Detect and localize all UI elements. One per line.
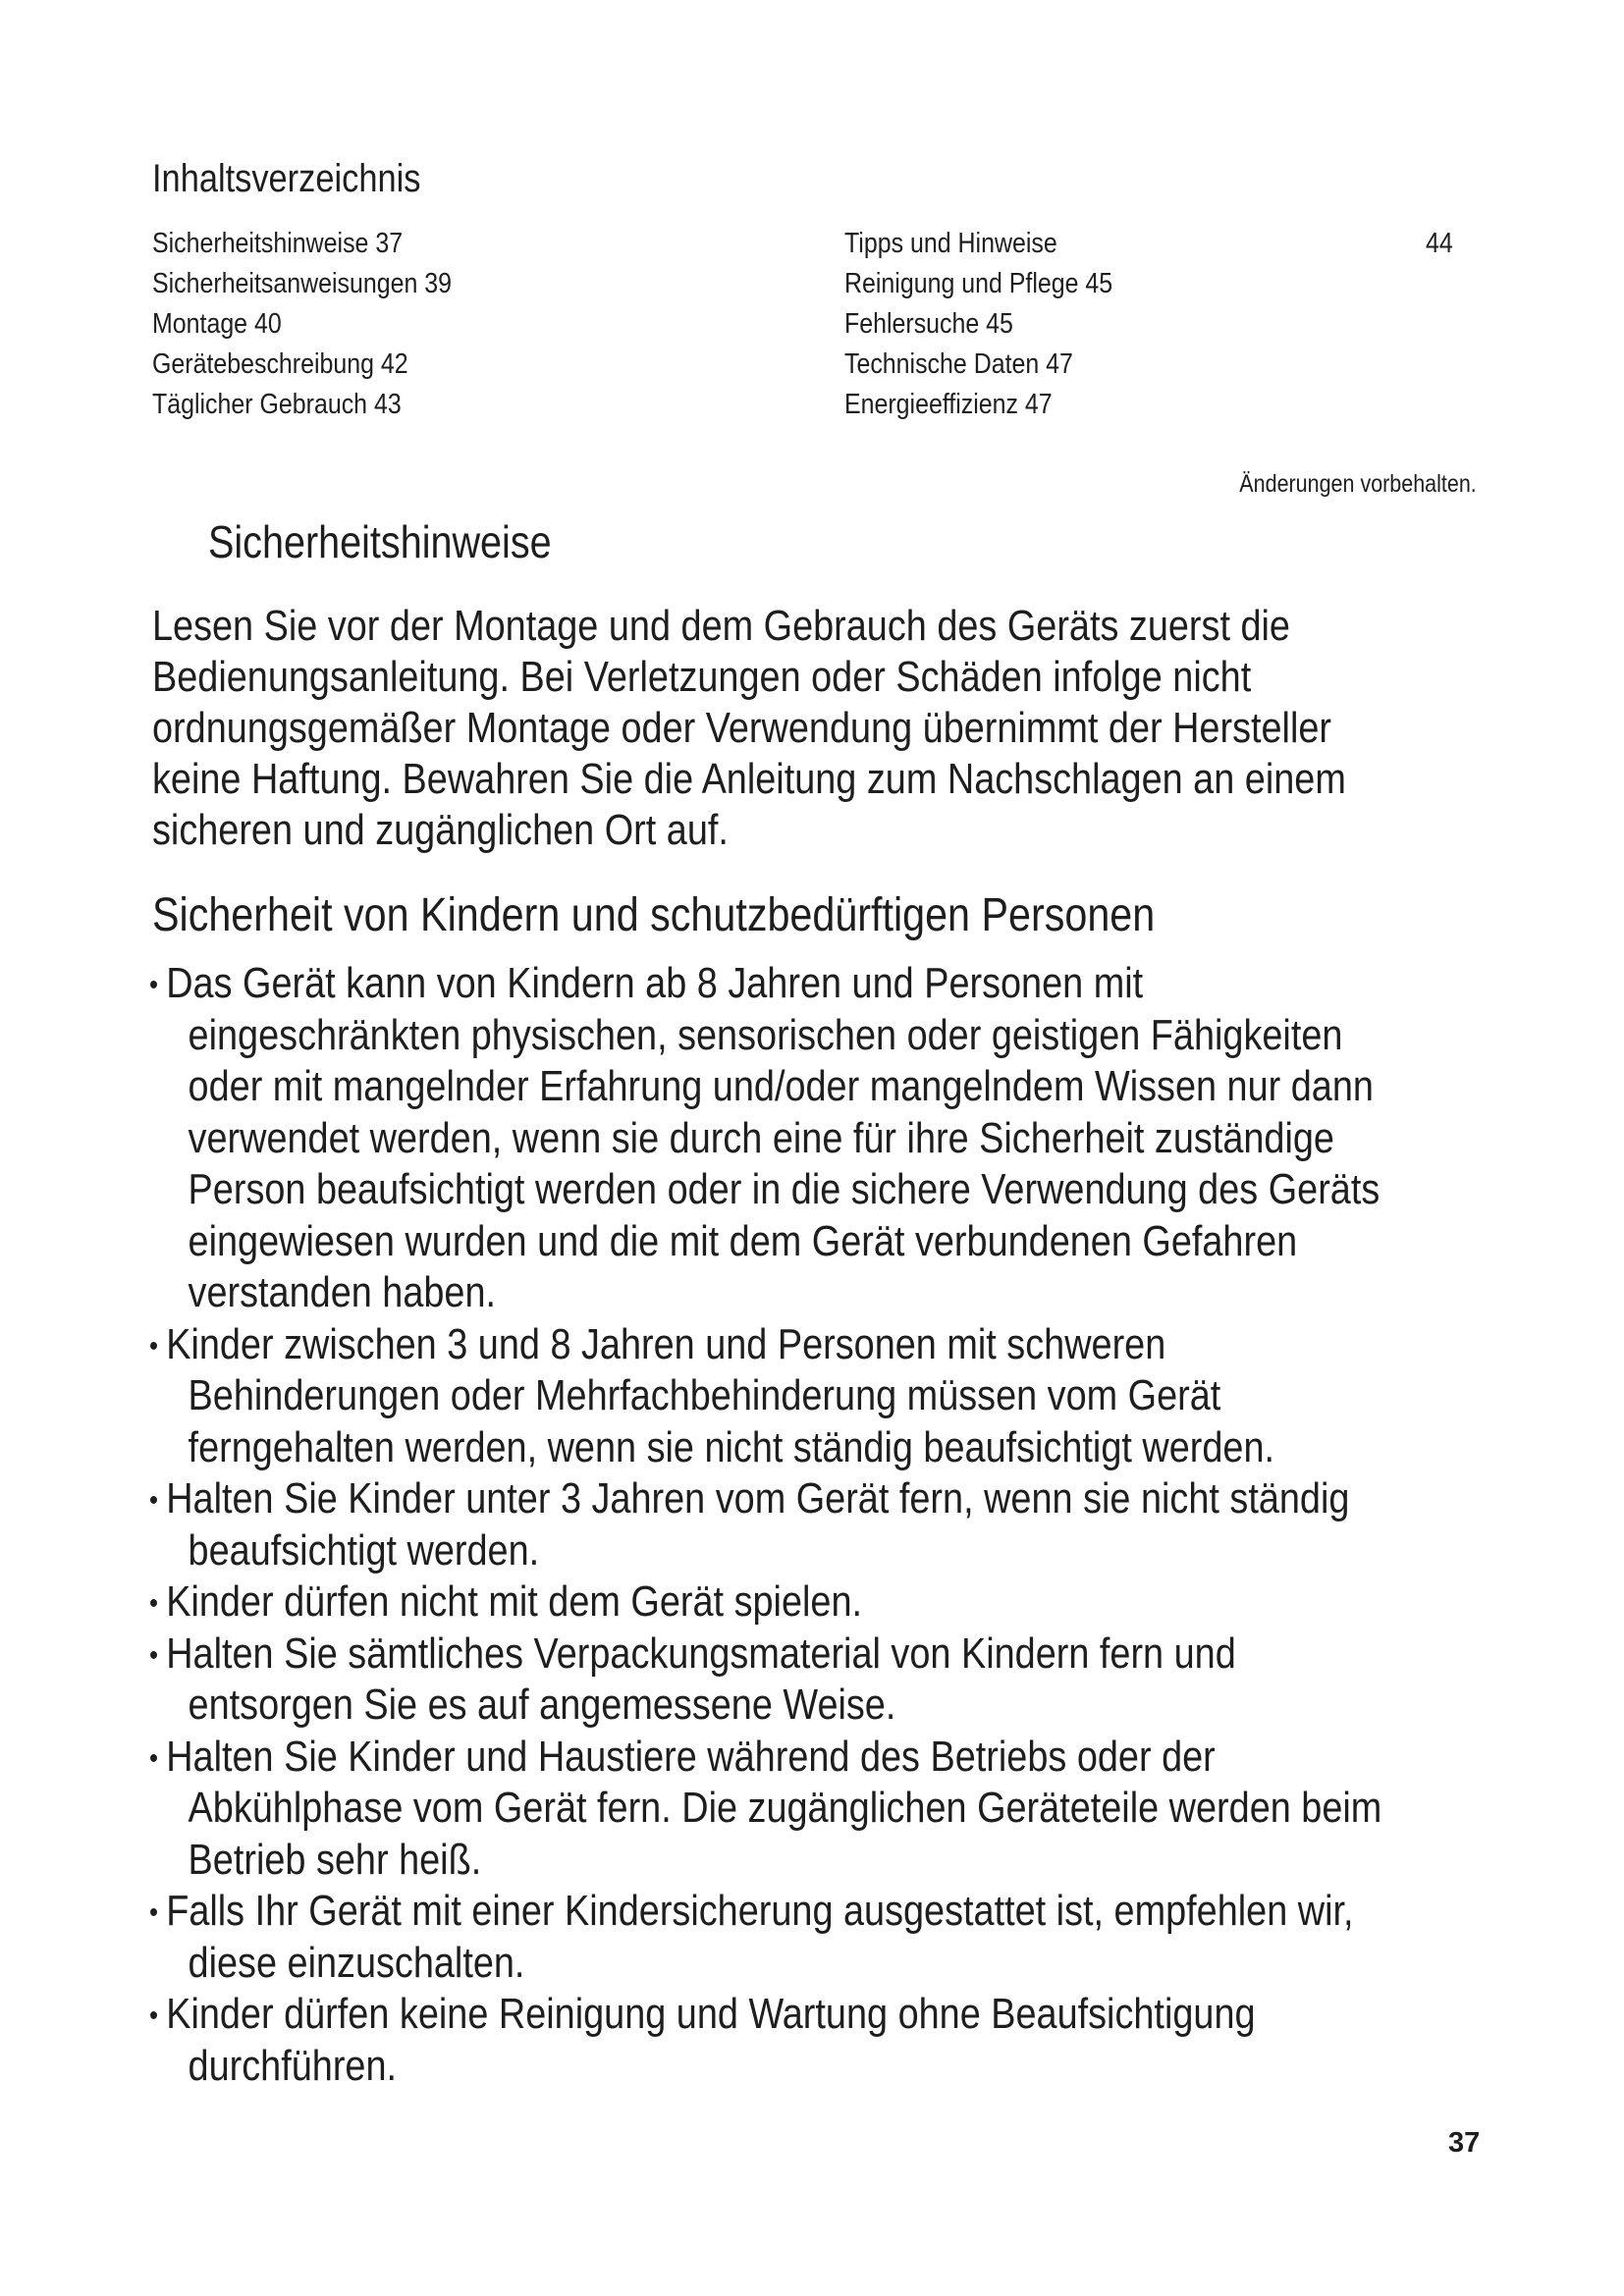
- subsection-title: Sicherheit von Kindern und schutzbedürftigen Personen: [152, 889, 1156, 941]
- bullet-item: [149, 958, 1381, 1319]
- bullet-dot: •: [149, 1587, 159, 1620]
- changes-note: Änderungen vorbehalten.: [1239, 470, 1477, 498]
- page-number: 37: [1448, 2127, 1481, 2159]
- toc-entry: Technische Daten 47: [844, 348, 1073, 380]
- bullet-text: Behinderungen oder Mehrfachbehinderung müssen vom Gerät: [188, 1371, 1221, 1419]
- bullet-line: [149, 1422, 1381, 1474]
- bullet-text: Kinder dürfen nicht mit dem Gerät spielen.: [166, 1577, 863, 1626]
- bullet-line: [149, 1473, 1381, 1525]
- toc-right-column: [844, 224, 1112, 425]
- bullet-item: [149, 1886, 1381, 1989]
- bullet-dot: •: [149, 2000, 159, 2032]
- bullet-line: [149, 1267, 1381, 1319]
- bullet-line: [149, 1938, 1381, 1990]
- toc-entry: Fehlersuche 45: [844, 308, 1013, 340]
- intro-line: ordnungsgemäßer Montage oder Verwendung übernimmt der Hersteller: [152, 704, 1332, 752]
- toc-entry: Sicherheitsanweisungen 39: [152, 268, 453, 299]
- toc-entry: Gerätebeschreibung 42: [152, 348, 408, 380]
- toc-left-column: [152, 224, 452, 425]
- bullet-dot: •: [149, 969, 159, 1001]
- intro-paragraph: [152, 601, 1346, 856]
- bullet-text: Halten Sie Kinder und Haustiere während des Betriebs oder der: [166, 1732, 1216, 1781]
- intro-line: keine Haftung. Bewahren Sie die Anleitung zum Nachschlagen an einem: [152, 755, 1346, 803]
- bullet-text: diese einzuschalten.: [188, 1938, 525, 1987]
- bullet-dot: •: [149, 1896, 159, 1929]
- bullet-text: entsorgen Sie es auf angemessene Weise.: [188, 1681, 896, 1729]
- bullet-line: [149, 1525, 1381, 1577]
- bullet-line: [149, 1732, 1381, 1784]
- section-title: Sicherheitshinweise: [208, 516, 552, 567]
- bullet-text: Abkühlphase vom Gerät fern. Die zugänglichen Geräteteile werden beim: [188, 1784, 1382, 1832]
- bullet-text: Kinder dürfen keine Reinigung und Wartung ohne Beaufsichtigung: [166, 1990, 1256, 2038]
- bullet-line: [149, 2041, 1381, 2093]
- toc-entry: Sicherheitshinweise 37: [152, 228, 404, 259]
- bullet-line: [149, 1680, 1381, 1732]
- toc-title: Inhaltsverzeichnis: [152, 157, 421, 200]
- bullet-line: [149, 1010, 1381, 1062]
- toc-entry: Energieeffizienz 47: [844, 389, 1053, 420]
- bullet-text: durchführen.: [188, 2041, 398, 2090]
- bullet-text: ferngehalten werden, wenn sie nicht ständig beaufsichtigt werden.: [188, 1422, 1275, 1471]
- bullet-item: [149, 1319, 1381, 1474]
- bullet-text: verstanden haben.: [188, 1268, 497, 1316]
- bullet-item: [149, 1473, 1381, 1576]
- bullet-text: beaufsichtigt werden.: [188, 1525, 540, 1575]
- intro-line: Bedienungsanleitung. Bei Verletzungen oder Schäden infolge nicht: [152, 653, 1252, 701]
- bullet-text: oder mit mangelnder Erfahrung und/oder mangelndem Wissen nur dann: [188, 1062, 1374, 1110]
- intro-line: sicheren und zugänglichen Ort auf.: [152, 806, 729, 854]
- bullet-line: [149, 1216, 1381, 1268]
- bullet-line: [149, 1370, 1381, 1422]
- bullet-line: [149, 1886, 1381, 1938]
- bullet-item: [149, 1629, 1381, 1732]
- toc-page-number: 44: [1426, 228, 1453, 259]
- bullet-list: [149, 958, 1381, 2092]
- bullet-text: eingewiesen wurden und die mit dem Gerät verbundenen Gefahren: [188, 1216, 1298, 1265]
- bullet-line: [149, 1319, 1381, 1371]
- bullet-text: Halten Sie sämtliches Verpackungsmaterial von Kindern fern und: [166, 1629, 1236, 1678]
- intro-line: Lesen Sie vor der Montage und dem Gebrauch des Geräts zuerst die: [152, 602, 1290, 650]
- bullet-item: [149, 1989, 1381, 2092]
- bullet-line: [149, 1576, 1381, 1629]
- toc-entry: Tipps und Hinweise: [844, 228, 1057, 259]
- bullet-text: Halten Sie Kinder unter 3 Jahren vom Gerät fern, wenn sie nicht ständig: [166, 1474, 1350, 1522]
- bullet-line: [149, 1989, 1381, 2041]
- bullet-line: [149, 958, 1381, 1010]
- bullet-dot: •: [149, 1329, 159, 1362]
- bullet-text: Kinder zwischen 3 und 8 Jahren und Personen mit schweren: [166, 1319, 1166, 1368]
- bullet-item: [149, 1576, 1381, 1629]
- bullet-line: [149, 1164, 1381, 1216]
- bullet-item: [149, 1732, 1381, 1887]
- toc-entry: Täglicher Gebrauch 43: [152, 389, 402, 420]
- bullet-text: Betrieb sehr heiß.: [188, 1835, 482, 1884]
- bullet-line: [149, 1783, 1381, 1835]
- toc-entry: Montage 40: [152, 308, 282, 340]
- bullet-line: [149, 1113, 1381, 1165]
- bullet-line: [149, 1835, 1381, 1887]
- bullet-text: Person beaufsichtigt werden oder in die sichere Verwendung des Geräts: [188, 1165, 1380, 1213]
- bullet-line: [149, 1061, 1381, 1113]
- bullet-text: Falls Ihr Gerät mit einer Kindersicherung ausgestattet ist, empfehlen wir,: [166, 1887, 1354, 1935]
- bullet-text: verwendet werden, wenn sie durch eine für ihre Sicherheit zuständige: [188, 1113, 1334, 1162]
- bullet-dot: •: [149, 1741, 159, 1775]
- bullet-line: [149, 1629, 1381, 1681]
- bullet-text: eingeschränkten physischen, sensorischen oder geistigen Fähigkeiten: [188, 1010, 1343, 1059]
- bullet-text: Das Gerät kann von Kindern ab 8 Jahren und Personen mit: [166, 959, 1144, 1007]
- toc-entry: Reinigung und Pflege 45: [844, 268, 1113, 299]
- bullet-dot: •: [149, 1484, 159, 1517]
- bullet-dot: •: [149, 1638, 159, 1672]
